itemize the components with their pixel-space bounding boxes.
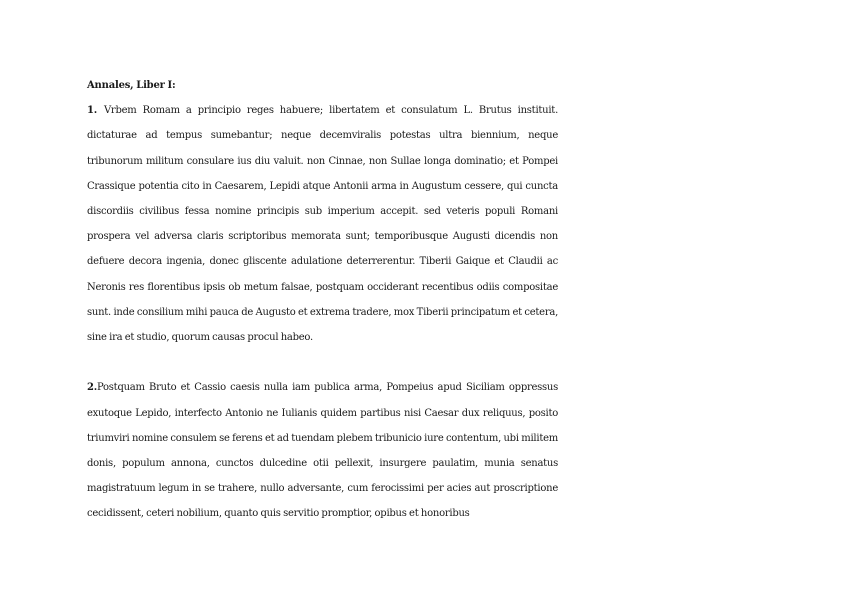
paragraph-2-text: Postquam Bruto et Cassio caesis nulla iam publica arma, Pompeius apud Siciliam oppressus exutoque Lepido, interfecto Antonio ne Iulianis quidem partibus nisi Caesar dux reliquus, posito triumviri nomine consulem se ferens et ad tuendam plebem tribunicio iure contentum, ubi militem donis, populum annona, cunctos dulcedine otii pellexit, insurgere paulatim, munia senatus magistratuum legum in se trahere, nullo adversante, cum ferocissimi per acies aut proscriptione cecidissent, ceteri nobilium, quanto quis servitio promptior, opibus et honoribus: [87, 382, 558, 520]
paragraph-1-text: Vrbem Romam a principio reges habuere; libertatem et consulatum L. Brutus instituit. dictaturae ad tempus sumebantur; neque decemviralis potestas ultra biennium, neque tribunorum militum consulare ius diu valuit. non Cinnae, non Sullae longa dominatio; et Pompei Crassique potentia cito in Caesarem, Lepidi atque Antonii arma in Augustum cessere, qui cuncta discordiis civilibus fessa nomine principis sub imperium accepit. sed veteris populi Romani prospera vel adversa claris scriptoribus memorata sunt; temporibusque Augusti dicendis non defuere decora ingenia, donec gliscente adulatione deterrerentur. Tiberii Gaique et Claudii ac Neronis res florentibus ipsis ob metum falsae, postquam occiderant recentibus odiis compositae sunt. inde consilium mihi pauca de Augusto et extrema tradere, mox Tiberii principatum et cetera, sine ira et studio, quorum causas procul habeo.: [87, 105, 558, 344]
paragraph-1-number: 1.: [87, 105, 97, 117]
document-heading: Annales, Liber I:: [87, 80, 176, 91]
paragraph-1: [87, 98, 558, 350]
document-body: [87, 73, 558, 527]
paragraph-2-number: 2.: [87, 382, 97, 394]
paragraph-2: [87, 375, 558, 526]
